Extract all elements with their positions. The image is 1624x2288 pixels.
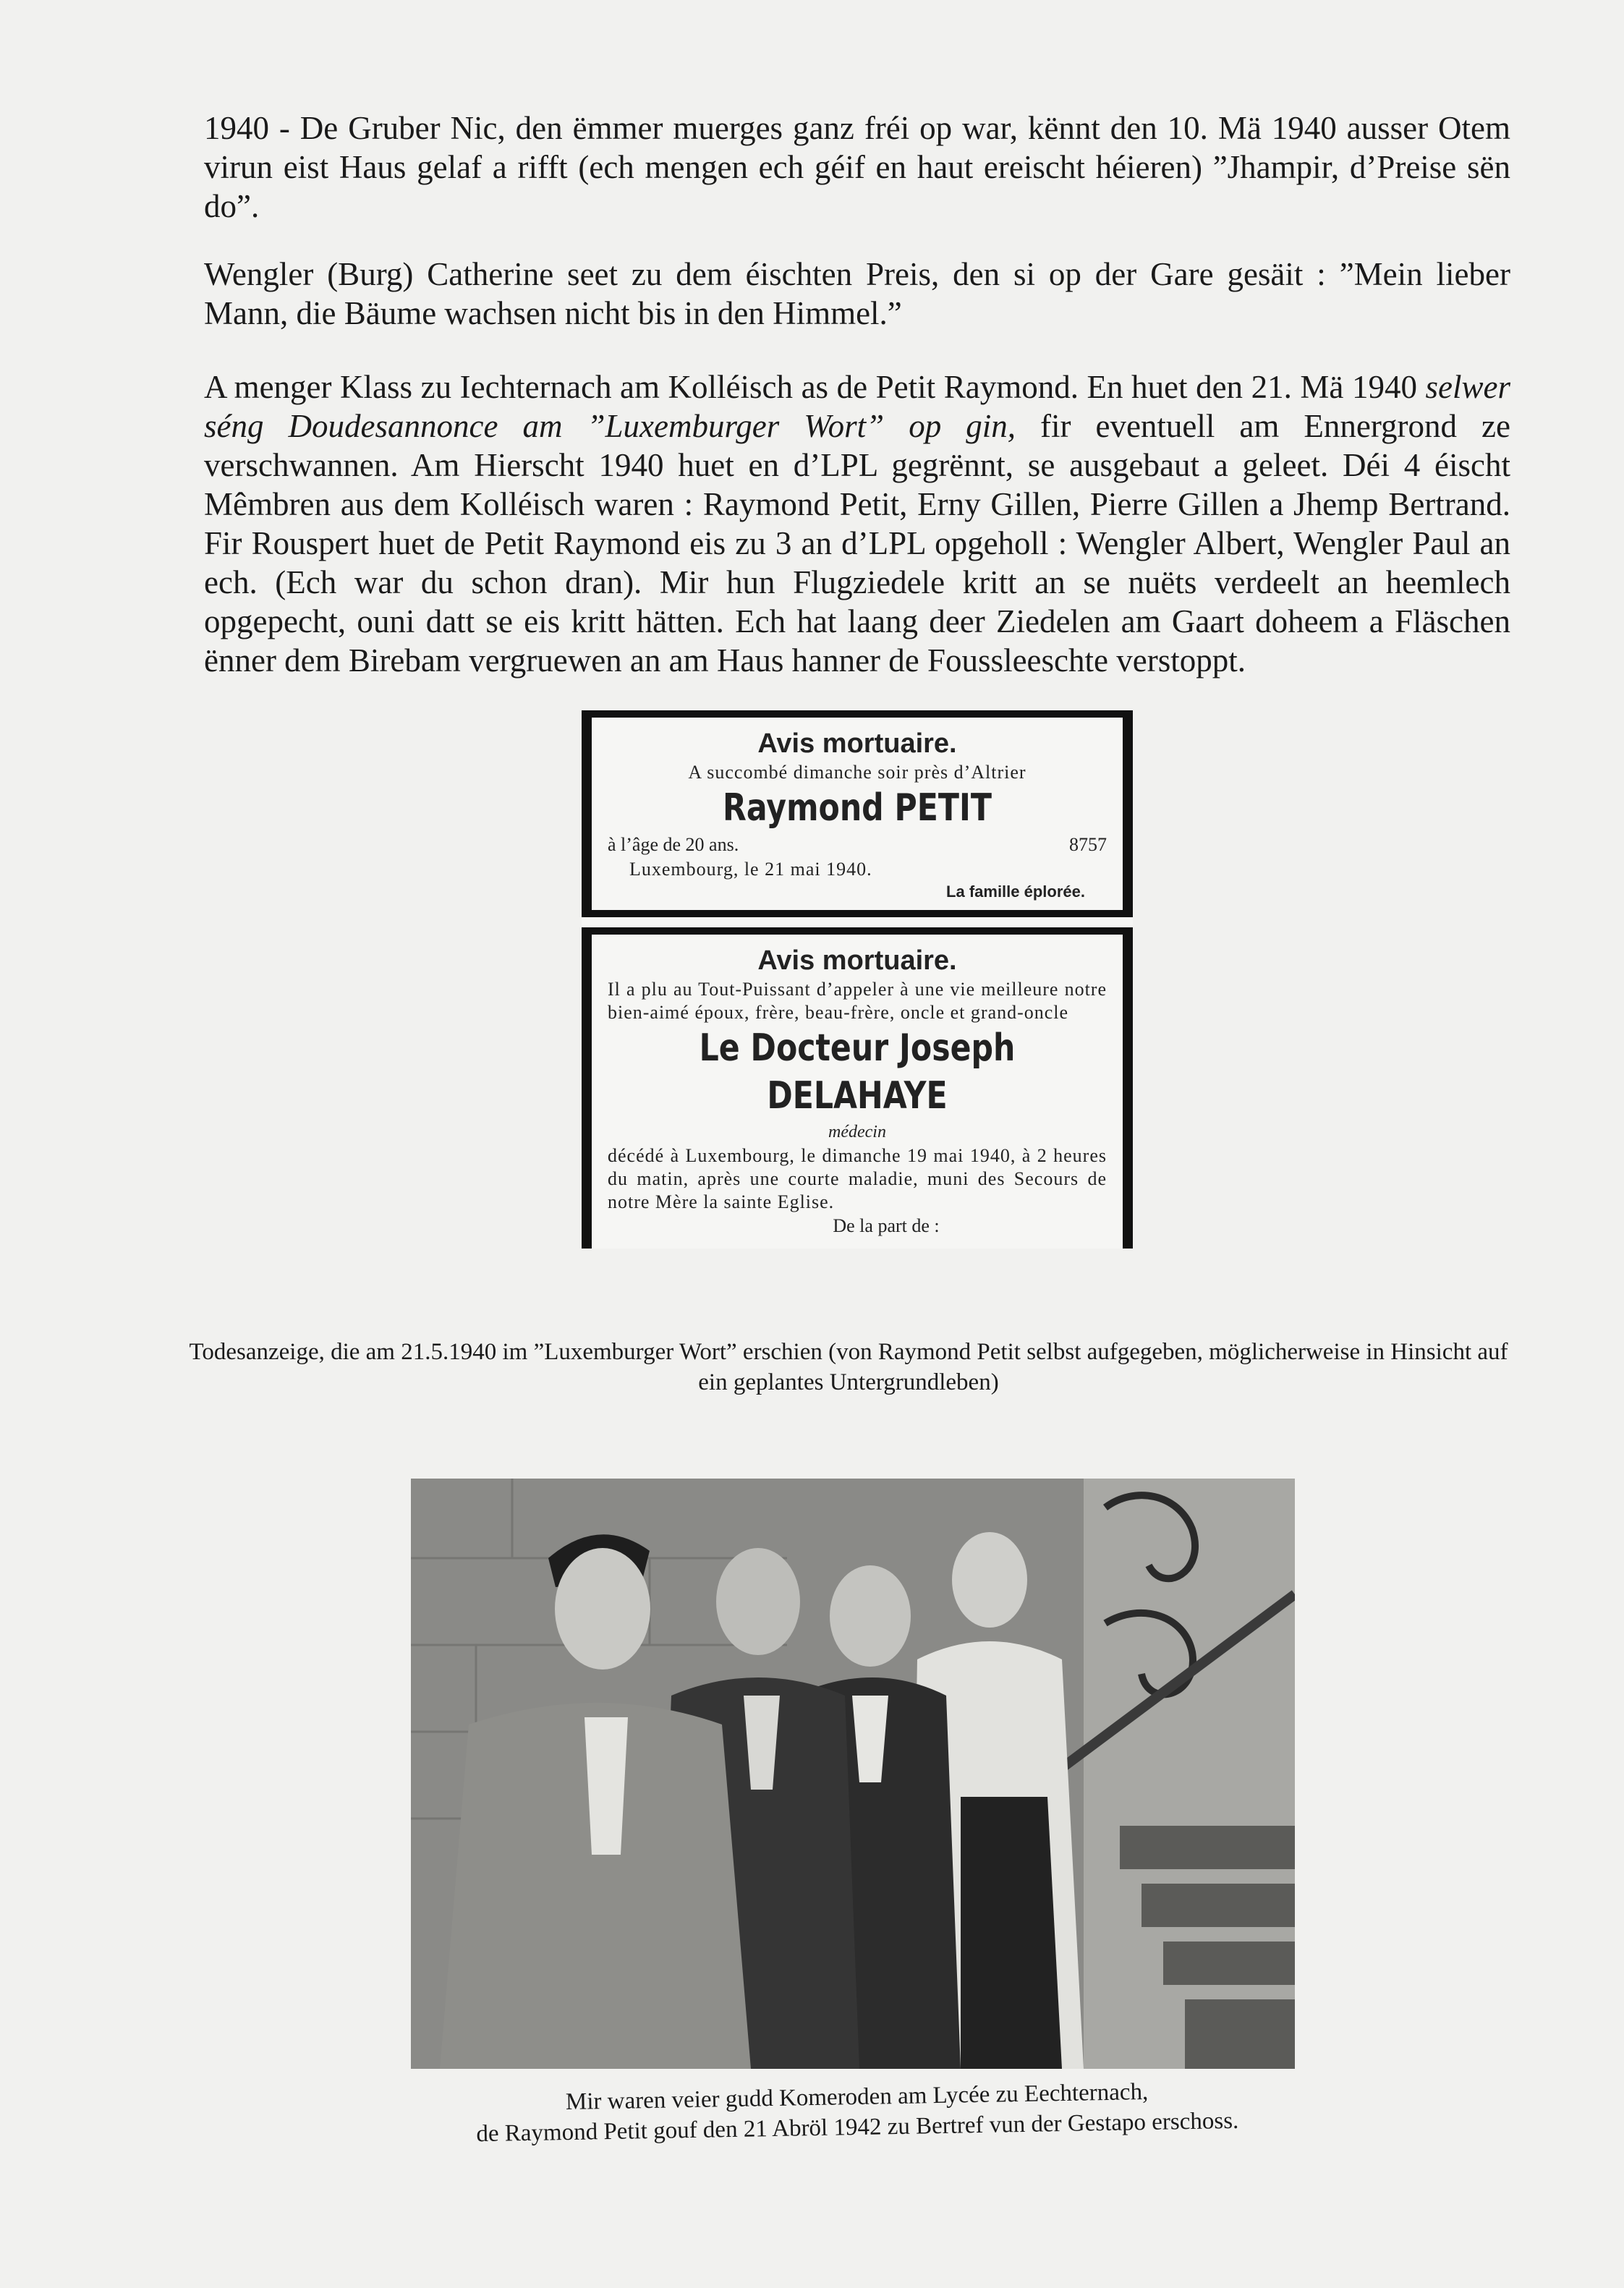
notice-intro: Il a plu au Tout-Puissant d’appeler à une vie meilleure notre bien-aimé époux, frère, beau-frère, oncle et grand-oncle xyxy=(608,979,1107,1023)
notice-line: A succombé dimanche soir près d’Altrier xyxy=(688,762,1026,783)
clipping-caption: Todesanzeige, die am 21.5.1940 im ”Luxemburger Wort” erschien (von Raymond Petit selbst aufgegeben, möglicherweise in Hinsicht auf ein geplantes Untergrundleben) xyxy=(189,1339,1508,1395)
paragraph-3-end: fir eventuell am Ennergrond ze verschwannen. Am Hierscht 1940 huet en d’LPL gegrënnt, se ausgebaut a geleet. Déi 4 éischt Mêmbren aus dem Kolléisch waren : Raymond Petit, Erny Gillen, Pierre Gillen a Jhemp Bertrand. Fir Rouspert huet de Petit Raymond eis zu 3 an d’LPL opgeholl : Wengler Albert, Wengler Paul an ech. (Ech war du schon dran). Mir hun Flugziedele kritt an se nuëts verdeelt an heemlech opgepecht, ouni datt se eis kritt hätten. Ech hat laang deer Ziedelen am Gaart doheem a Fläschen ënner dem Birebam vergruewen an am Haus hanner de Foussleeschte verstoppt. xyxy=(204,408,1510,679)
notice-age: à l’âge de 20 ans. xyxy=(608,834,739,855)
notice-name: Raymond PETIT xyxy=(723,786,992,830)
notice-place-date: Luxembourg, le 21 mai 1940. xyxy=(629,859,872,880)
notice-from: De la part de : xyxy=(833,1215,940,1236)
newspaper-clipping xyxy=(582,710,1133,1249)
group-photo xyxy=(411,1479,1295,2069)
paragraph-2: Wengler (Burg) Catherine seet zu dem éischten Preis, den si op der Gare gesäit : ”Mein lieber Mann, die Bäume wachsen nicht bis in den Himmel.” xyxy=(204,256,1510,331)
paragraph-3 xyxy=(204,367,1510,680)
notice-signature: La famille éplorée. xyxy=(946,883,1085,901)
paragraph-1: 1940 - De Gruber Nic, den ëmmer muerges ganz fréi op war, kënnt den 10. Mä 1940 ausser Otem virun eist Haus gelaf a rifft (ech mengen ech géif en haut ereischt héieren) ”Jhampir, d’Preise sën do”. xyxy=(204,110,1510,224)
death-notice-petit xyxy=(582,710,1133,917)
notice-heading: Avis mortuaire. xyxy=(757,728,957,759)
photo-caption-line-2: de Raymond Petit gouf den 21 Abröl 1942 zu Bertref vun der Gestapo erschoss. xyxy=(476,2107,1239,2148)
photo-caption-line-1: Mir waren veier gudd Komeroden am Lycée zu Eechternach, xyxy=(565,2078,1149,2116)
notice-heading: Avis mortuaire. xyxy=(757,945,957,976)
paragraph-3-start: A menger Klass zu Iechternach am Kolléisch as de Petit Raymond. En huet den 21. Mä 1940 xyxy=(204,369,1426,405)
notice-body: décédé à Luxembourg, le dimanche 19 mai 1940, à 2 heures du matin, après une courte maladie, muni des Secours de notre Mère la sainte Eglise. xyxy=(608,1145,1107,1212)
notice-age-row xyxy=(608,832,1107,858)
notice-name: Le Docteur Joseph DELAHAYE xyxy=(699,1026,1016,1118)
paragraph-3-italic: selwer séng Doudesannonce am ”Luxemburger Wort” op gin, xyxy=(204,369,1510,444)
notice-number: 8757 xyxy=(1069,834,1107,855)
photo-caption xyxy=(404,2074,1309,2151)
death-notice-delahaye xyxy=(582,927,1133,1249)
notice-profession: médecin xyxy=(828,1123,886,1141)
